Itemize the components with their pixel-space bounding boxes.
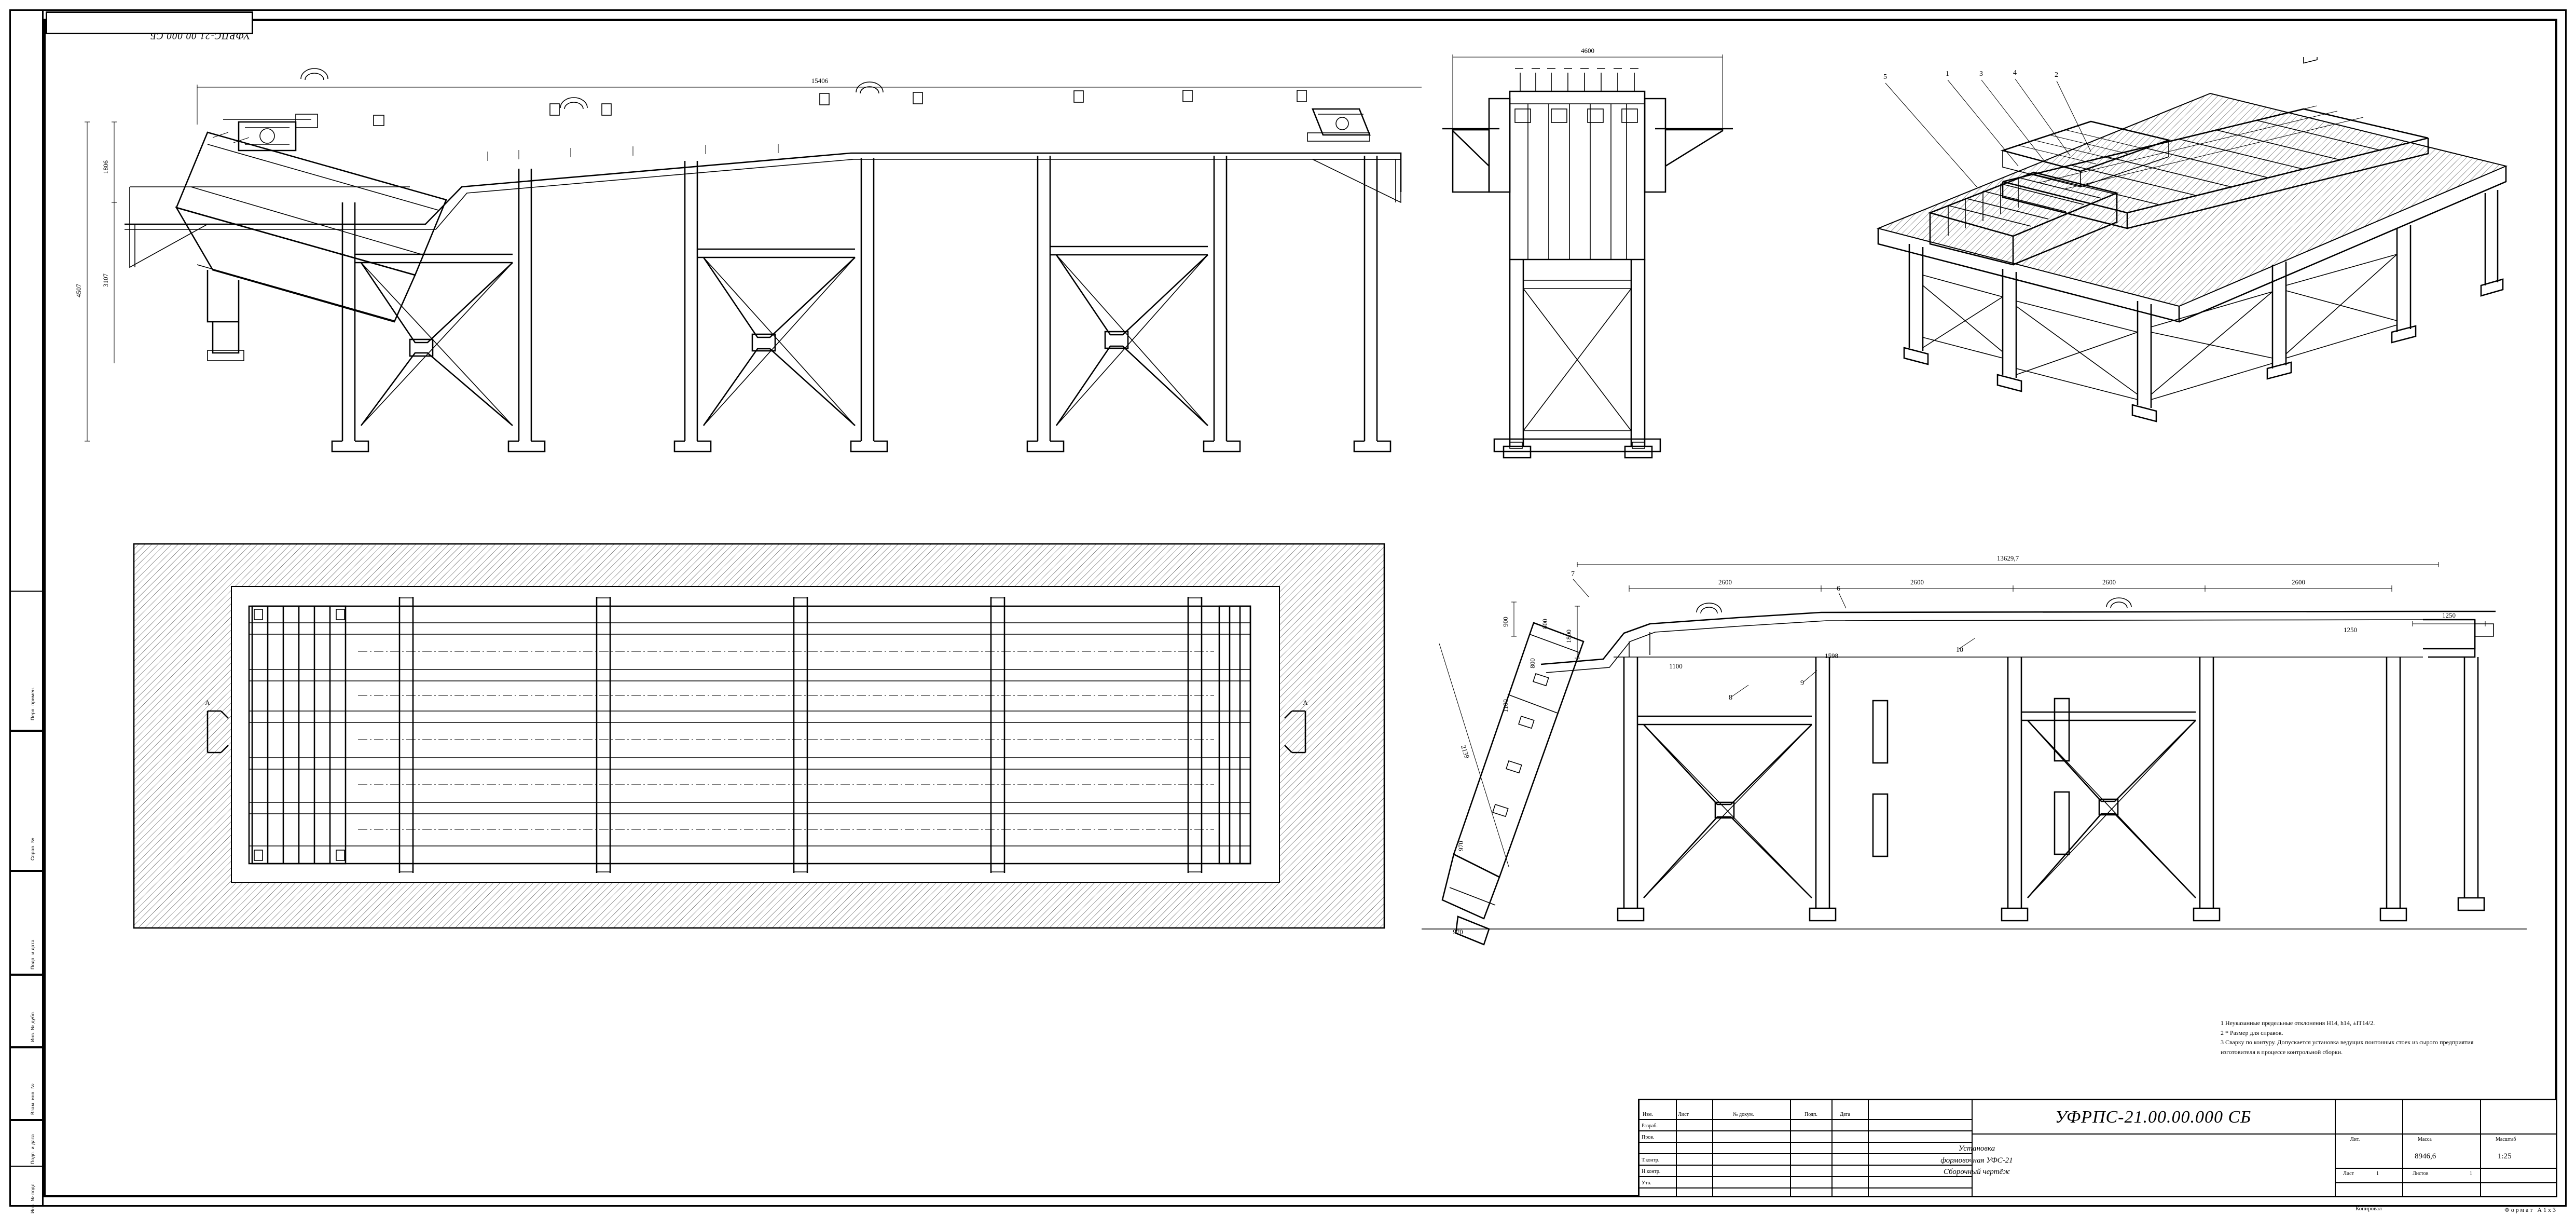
dim-section-800b: 800 <box>1528 658 1536 668</box>
section-a-a-view <box>1406 535 2537 1002</box>
dim-section-bay-4: 2600 <box>2292 578 2305 586</box>
tb-rule-2 <box>1640 1130 1972 1131</box>
designation-stamp-text: УФРПС-21.00.000 СБ <box>149 30 251 41</box>
tb-col-list: Лист <box>1678 1112 1689 1117</box>
tb-col-podp: Подп. <box>1804 1112 1817 1117</box>
dim-section-overall: 13629,7 <box>1996 554 2019 562</box>
margin-box-perv-primen <box>9 591 44 731</box>
tb-vrule-4 <box>1831 1100 1833 1197</box>
copy-note: Копировал <box>2355 1206 2382 1212</box>
title-block <box>1638 1099 2557 1197</box>
tb-col-izm: Изм. <box>1643 1112 1653 1117</box>
tb-sheets-value: 1 <box>2470 1171 2472 1177</box>
tb-head-masshtab: Масштаб <box>2496 1137 2516 1142</box>
tb-product-name-line2: формовочная УФС-21 <box>1940 1156 2013 1165</box>
tb-vrule-8 <box>2402 1100 2403 1168</box>
margin-label-sprav: Справ. № <box>30 837 35 860</box>
tb-head-lit: Лит. <box>2350 1137 2360 1142</box>
tb-vrule-1 <box>1676 1100 1677 1197</box>
technical-notes <box>2221 1018 2490 1057</box>
format-note: Формат А1х3 <box>2504 1206 2557 1213</box>
tb-drawing-code: УФРПС-21.00.00.000 СБ <box>2055 1108 2252 1127</box>
tb-role-nkontr: Н.контр. <box>1642 1169 1661 1174</box>
section-leader-8: 8 <box>1729 694 1732 702</box>
tb-role-utv: Утв. <box>1642 1180 1651 1186</box>
tb-vrule-7 <box>2335 1100 2336 1197</box>
margin-label-inv-dubl: Инв. № дубл. <box>30 1010 35 1042</box>
tb-scale-value: 1:25 <box>2498 1152 2512 1160</box>
section-leader-7: 7 <box>1571 570 1575 578</box>
tb-vrule-10 <box>2402 1168 2403 1197</box>
tb-rule-7 <box>1640 1187 1972 1188</box>
dim-front-left-upper: 1806 <box>102 160 109 174</box>
plan-view <box>130 540 1396 934</box>
tb-col-data: Дата <box>1840 1112 1850 1117</box>
dim-section-1100b: 1100 <box>1669 662 1683 670</box>
tb-product-name-line1: Установка <box>1958 1144 1995 1153</box>
dim-section-900: 900 <box>1501 617 1509 627</box>
tb-mass-value: 8946,6 <box>2415 1152 2436 1160</box>
margin-box-podp-data-1 <box>9 871 44 975</box>
dim-section-1598: 1598 <box>1825 652 1838 660</box>
note-item-2: 2 * Размер для справок. <box>2221 1029 2283 1036</box>
dim-section-bay-3: 2600 <box>2102 578 2116 586</box>
tb-rule-9 <box>2335 1168 2557 1169</box>
tb-role-razrab: Разраб. <box>1642 1123 1658 1129</box>
tb-product-name-line3: Сборочный чертёж <box>1943 1168 2010 1176</box>
tb-col-docum: № докум. <box>1733 1112 1754 1117</box>
tb-vrule-11 <box>2480 1168 2481 1197</box>
tb-sheet-label: Лист <box>2343 1171 2354 1177</box>
tb-product-name <box>1857 1143 2096 1178</box>
dim-section-right: 1250 <box>2442 611 2456 619</box>
tb-vrule-2 <box>1712 1100 1713 1197</box>
dim-front-overall: 15406 <box>811 77 829 85</box>
iso-leader-5: 5 <box>1883 73 1887 81</box>
tb-head-massa: Масса <box>2418 1137 2432 1142</box>
dim-section-bay-2: 2600 <box>1910 578 1924 586</box>
iso-leader-1: 1 <box>1946 70 1949 78</box>
margin-column <box>9 9 44 1213</box>
dim-section-1250b: 1250 <box>2344 626 2357 634</box>
dim-section-970: 970 <box>1457 841 1465 851</box>
margin-label-podp-data-2: Подп. и дата <box>30 1134 35 1164</box>
margin-box-podp-data-2 <box>9 1120 44 1167</box>
dim-section-incline-len: 2139 <box>1459 744 1471 760</box>
margin-box-vzam-inv <box>9 1047 44 1120</box>
tb-role-prov: Пров. <box>1642 1135 1655 1140</box>
dim-front-left-lower: 3107 <box>102 274 109 287</box>
tb-rule-10 <box>2335 1182 2557 1183</box>
margin-label-perv-primen: Перв. примен. <box>30 686 35 720</box>
dim-section-800a: 800 <box>1541 619 1549 629</box>
tb-vrule-9 <box>2480 1100 2481 1168</box>
section-leader-10: 10 <box>1956 646 1963 654</box>
dim-section-1100: 1100 <box>1501 699 1509 713</box>
dim-section-bottom: 970 <box>1453 928 1463 936</box>
tb-rule-1 <box>1640 1119 1972 1120</box>
note-item-1: 1 Неуказанные предельные отклонения H14, h14, ±IT14/2. <box>2221 1019 2375 1027</box>
tb-rule-8 <box>1972 1133 2557 1135</box>
note-item-3: 3 Сварку по контуру. Допускается установка ведущих понтонных стоек из сырого предприятия <box>2221 1039 2474 1046</box>
iso-leader-3: 3 <box>1979 70 1983 78</box>
tb-sheets-label: Листов <box>2413 1171 2429 1177</box>
section-leader-6: 6 <box>1837 585 1840 593</box>
margin-label-vzam-inv: Взам. инв. № <box>30 1083 35 1115</box>
note-item-4: изготовителя в процессе контрольной сборки. <box>2221 1048 2343 1056</box>
dim-section-bay-1: 2600 <box>1718 578 1732 586</box>
tb-role-tkontr: Т.контр. <box>1642 1157 1660 1163</box>
iso-leader-2: 2 <box>2055 71 2058 79</box>
dim-section-1800: 1800 <box>1565 630 1573 643</box>
iso-leader-4: 4 <box>2013 69 2017 77</box>
section-leader-9: 9 <box>1800 679 1804 687</box>
plan-section-mark-left: А <box>205 699 210 706</box>
tb-sheet-value: 1 <box>2376 1171 2379 1177</box>
margin-box-sprav <box>9 731 44 871</box>
isometric-view <box>1847 57 2542 498</box>
dim-side-overall: 4600 <box>1581 47 1594 54</box>
plan-section-mark-right: А <box>1303 699 1308 706</box>
margin-label-inv-podl: Инв. № подл. <box>30 1182 35 1213</box>
side-elevation-view <box>1432 36 1754 493</box>
dim-front-left-outer: 4507 <box>75 284 82 297</box>
front-elevation-view <box>52 31 1422 488</box>
margin-box-inv-dubl <box>9 975 44 1047</box>
margin-label-podp-data-1: Подп. и дата <box>30 939 35 969</box>
tb-vrule-3 <box>1790 1100 1791 1197</box>
